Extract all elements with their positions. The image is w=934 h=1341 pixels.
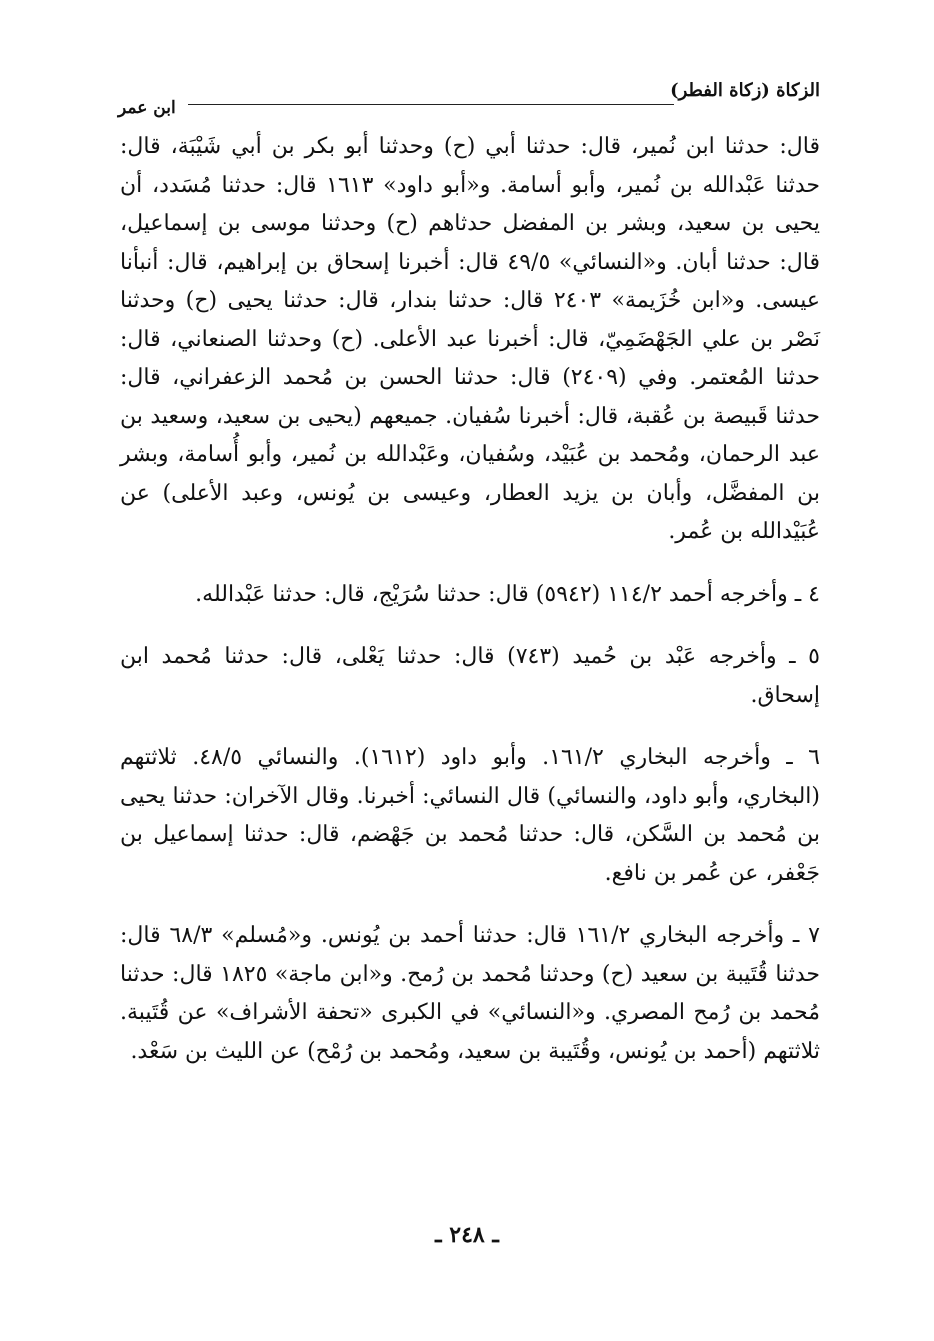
paragraph-continuation: قال: حدثنا ابن نُمير، قال: حدثنا أبي (ح) وحدثنا أبو بكر بن أبي شَيْبَة، قال: حدثنا عَبْدالله بن نُمير، وأبو أسامة. و«أبو داود» ١٦١٣ قال: حدثنا مُسَدد، أن يحيى بن سعيد، وبشر بن المفضل حدثاهم (ح) وحدثنا موسى بن إسماعيل، قال: حدثنا أبان. و«النسائي» ٤٩/٥ قال: أخبرنا إسحاق بن إبراهيم، قال: أنبأنا عيسى. و«ابن خُزَيمة» ٢٤٠٣ قال: حدثنا بندار، قال: حدثنا يحيى (ح) وحدثنا نَصْر بن علي الجَهْضَمِيّ، قال: أخبرنا عبد الأعلى. (ح) وحدثنا الصنعاني، قال: حدثنا المُعتمر. وفي (٢٤٠٩) قال: حدثنا الحسن بن مُحمد الزعفراني، قال: حدثنا قَبيصة بن عُقبة، قال: أخبرنا سُفيان. جميعهم (يحيى بن سعيد، وسعيد بن عبد الرحمان، ومُحمد بن عُبَيْد، وسُفيان، وعَبْدالله بن نُمير، وأبو أُسامة، وبشر بن المفضَّل، وأبان بن يزيد العطار، وعيسى بن يُونس، وعبد الأعلى) عن عُبَيْدالله بن عُمر. [120,134,821,544]
page-body [120,128,820,1071]
chapter-title: الزكاة (زكاة الفطر) [670,80,820,101]
page-number: ـ ٢٤٨ ـ [435,1222,499,1248]
paragraph-item-7: ٧ ـ وأخرجه البخاري ١٦١/٢ قال: حدثنا أحمد بن يُونس. و«مُسلم» ٦٨/٣ قال: حدثنا قُتَيبة بن سعيد (ح) وحدثنا مُحمد بن رُمح. و«ابن ماجة» ١٨٢٥ قال: حدثنا مُحمد بن رُمح المصري. و«النسائي» في الكبرى «تحفة الأشراف» عن قُتَيبة. ثلاثتهم (أحمد بن يُونس، وقُتَيبة بن سعيد، ومُحمد بن رُمْح) عن الليث بن سَعْد. [120,923,820,1064]
paragraph-item-6: ٦ ـ وأخرجه البخاري ١٦١/٢. وأبو داود (١٦١٢). والنسائي ٤٨/٥. ثلاثتهم (البخاري، وأبو داود، والنسائي) قال النسائي: أخبرنا. وقال الآخران: حدثنا يحيى بن مُحمد بن السَّكن، قال: حدثنا مُحمد بن جَهْضم، قال: حدثنا إسماعيل بن جَعْفر، عن عُمر بن نافع. [120,745,820,886]
header-rule [188,104,674,105]
running-header [118,78,820,118]
paragraph-item-5: ٥ ـ وأخرجه عَبْد بن حُميد (٧٤٣) قال: حدثنا يَعْلى، قال: حدثنا مُحمد ابن إسحاق. [120,644,820,708]
narrator-title: ابن عمر [118,98,176,118]
paragraph-item-4: ٤ ـ وأخرجه أحمد ١١٤/٢ (٥٩٤٢) قال: حدثنا سُرَيْج، قال: حدثنا عَبْدالله. [195,581,820,607]
